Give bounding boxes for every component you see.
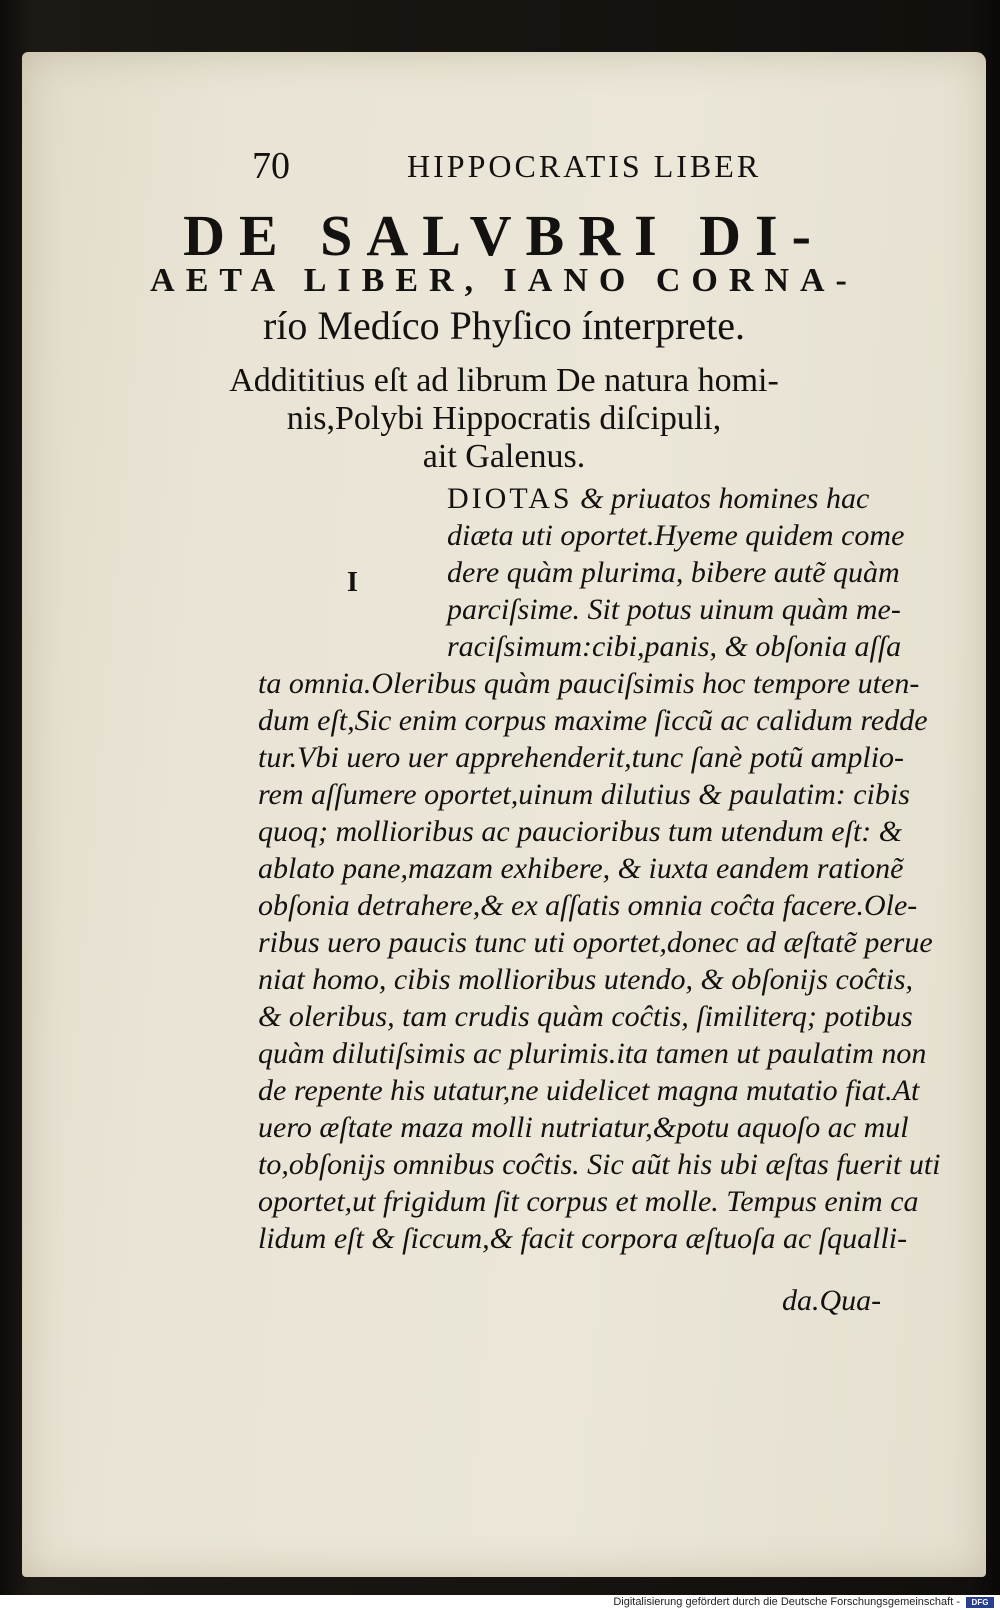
body-line: dere quàm plurima, bibere autẽ quàm	[447, 556, 900, 589]
subtitle-line-1: Addititius eſt ad librum De natura homi-	[229, 362, 779, 399]
body-line: ablato pane,mazam exhibere, & iuxta eandem rationẽ	[258, 852, 904, 885]
running-head: HIPPOCRATIS LIBER	[407, 148, 762, 184]
dfg-logo-icon: DFG	[966, 1597, 994, 1608]
body-line: oportet,ut frigidum ſit corpus et molle. Tempus enim ca	[258, 1185, 919, 1218]
subtitle-line-2: nis,Polybi Hippocratis diſcipuli,	[286, 400, 722, 437]
title-line-1: DE SALVBRI DI-	[183, 203, 825, 268]
body-line: dum eſt,Sic enim corpus maxime ſiccũ ac calidum redde	[258, 704, 928, 737]
body-line: de repente his utatur,ne uidelicet magna mutatio fiat.At	[258, 1074, 920, 1107]
body-line: parciſsime. Sit potus uinum quàm me-	[447, 593, 901, 626]
body-line	[447, 482, 869, 516]
catchword: da.Qua-	[782, 1284, 882, 1317]
body-line: ribus uero paucis tunc uti oportet,donec ad æſtatẽ perue	[258, 926, 933, 959]
body-line: niat homo, cibis mollioribus utendo, & obſonijs coĉtis,	[258, 963, 913, 996]
body-line: ta omnia.Oleribus quàm pauciſsimis hoc tempore uten-	[258, 667, 920, 700]
page-header	[22, 144, 986, 187]
folio-number: 70	[252, 145, 290, 187]
initial-word: DIOTAS	[447, 482, 573, 515]
book-page	[22, 52, 986, 1577]
body-line: raciſsimum:cibi,panis, & obſonia aſſa	[447, 630, 902, 663]
body-line: quàm dilutiſsimis ac plurimis.ita tamen ut paulatim non	[258, 1037, 927, 1070]
title-line-2: AETA LIBER, IANO CORNA-	[150, 262, 858, 299]
title-line-3: río Medíco Phyſico ínterprete.	[262, 303, 746, 348]
body-line-text: & priuatos homines hac	[580, 482, 870, 515]
digitization-credit	[0, 1595, 1000, 1610]
body-line: lidum eſt & ſiccum,& facit corpora æſtuoſa ac ſqualli-	[258, 1222, 908, 1255]
body-line: quoq; mollioribus ac paucioribus tum utendum eſt: &	[258, 815, 903, 848]
body-line: to,obſonijs omnibus coĉtis. Sic aũt his ubi æſtas fuerit uti	[258, 1148, 941, 1181]
body-line: obſonia detrahere,& ex aſſatis omnia coĉta facere.Ole-	[258, 889, 918, 922]
margin-number: I	[347, 567, 358, 598]
credit-text: Digitalisierung gefördert durch die Deutsche Forschungsgemeinschaft -	[613, 1596, 960, 1608]
body-line: diæta uti oportet.Hyeme quidem come	[447, 519, 905, 552]
body-line: & oleribus, tam crudis quàm coĉtis, ſimiliterq; potibus	[258, 1000, 913, 1033]
body-line: uero æſtate maza molli nutriatur,&potu aquoſo ac mul	[258, 1111, 909, 1144]
body-line: rem aſſumere oportet,uinum dilutius & paulatim: cibis	[258, 778, 910, 811]
body-line: tur.Vbi uero uer apprehenderit,tunc ſanè potũ amplio-	[258, 741, 905, 774]
subtitle-line-3: ait Galenus.	[422, 438, 586, 475]
